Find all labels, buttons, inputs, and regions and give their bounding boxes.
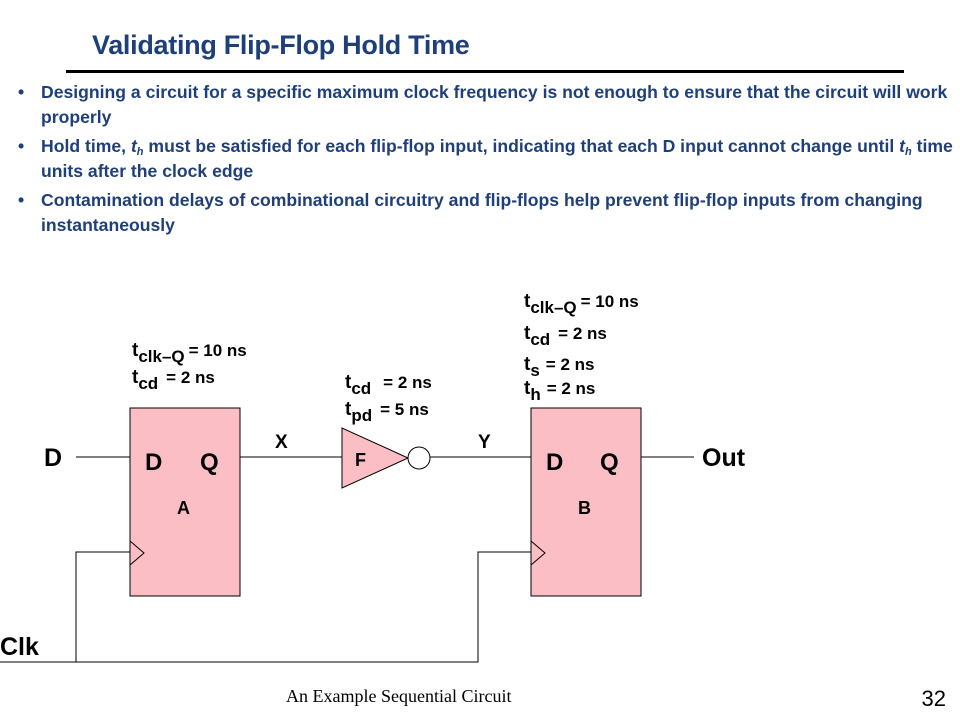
flipflop-b-param-tcd: tcd = 2 ns: [524, 323, 607, 349]
flipflop-b-q-pin: Q: [600, 449, 619, 476]
gate-f-inverter-bubble-icon: [408, 447, 430, 469]
bullet-text-pre: Hold time,: [41, 136, 131, 156]
bullet-t-symbol: t: [899, 136, 905, 156]
wire-x-label: X: [275, 432, 288, 453]
clock-label: Clk: [0, 633, 39, 661]
bullet-text-mid: must be satisfied for each flip-flop input, indicating that each D input cannot change until: [143, 136, 900, 156]
flipflop-b-param-th: th = 2 ns: [524, 378, 596, 404]
page-number: 32: [921, 686, 946, 711]
bullet-t-symbol: t: [130, 136, 137, 156]
bullet-text: Designing a circuit for a specific maximum clock frequency is not enough to ensure that the circuit will work properly: [41, 82, 948, 127]
gate-f-name: F: [355, 450, 366, 470]
gate-f-param-tcd: tcd = 2 ns: [345, 372, 432, 398]
input-d-label: D: [44, 444, 63, 472]
bullet-dot-icon: •: [18, 82, 25, 102]
flipflop-a-param-tclkq: tclk–Q = 10 ns: [132, 340, 247, 366]
flipflop-a-name: A: [177, 498, 190, 518]
bullet-t-subscript: h: [904, 146, 912, 158]
flipflop-a-q-pin: Q: [200, 449, 219, 476]
diagram-caption: An Example Sequential Circuit: [286, 686, 512, 706]
flipflop-b-name: B: [578, 498, 591, 518]
flipflop-b-d-pin: D: [546, 449, 564, 476]
flipflop-b-param-ts: ts = 2 ns: [524, 354, 595, 380]
bullet-dot-icon: •: [18, 136, 25, 156]
gate-f-param-tpd: tpd = 5 ns: [345, 399, 429, 425]
flipflop-a-d-pin: D: [145, 449, 163, 476]
flipflop-b-param-tclkq: tclk–Q = 10 ns: [524, 291, 639, 317]
slide-title: Validating Flip-Flop Hold Time: [92, 30, 470, 60]
output-label: Out: [702, 444, 746, 472]
bullet-t-subscript: h: [136, 146, 144, 158]
flipflop-a-param-tcd: tcd = 2 ns: [132, 367, 215, 393]
wire-y-label: Y: [478, 432, 491, 453]
bullet-text: Contamination delays of combinational circuitry and flip-flops help prevent flip-flop inputs from changing instantaneously: [41, 190, 923, 235]
bullet-text-post: time units after the clock edge: [41, 136, 953, 181]
bullet-dot-icon: •: [18, 190, 25, 210]
gate-f-triangle: [342, 428, 408, 488]
